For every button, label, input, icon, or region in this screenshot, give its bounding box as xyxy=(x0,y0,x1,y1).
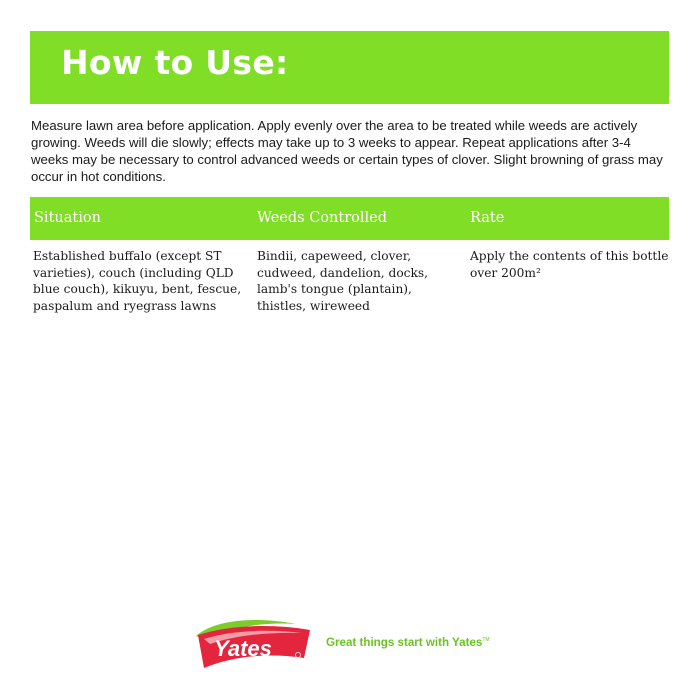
page-title: How to Use: xyxy=(61,43,289,82)
column-header-weeds-controlled: Weeds Controlled xyxy=(257,210,388,226)
usage-table-header xyxy=(30,197,669,240)
brand-tagline: Great things start with Yates™ xyxy=(326,635,490,649)
table-cell-weeds-controlled: Bindii, capeweed, clover, cudweed, dandelion, docks, lamb's tongue (plantain), thistles, wireweed xyxy=(257,249,429,313)
table-cell-rate: Apply the contents of this bottle over 200m² xyxy=(470,249,669,280)
how-to-use-banner xyxy=(30,31,669,104)
column-header-rate: Rate xyxy=(470,210,505,226)
instructions-paragraph: Measure lawn area before application. Apply evenly over the area to be treated while weeds are actively growing. Weeds will die slowly; effects may take up to 3 weeks to appear. Repeat applications after 3-4 weeks may be necessary to control advanced weeds or certain types of clover. Slight browning of grass may occur in hot conditions. xyxy=(31,118,663,184)
svg-text:Yates: Yates xyxy=(214,636,272,661)
table-cell-situation: Established buffalo (except ST varieties), couch (including QLD blue couch), kikuyu, bent, fescue, paspalum and ryegrass lawns xyxy=(33,249,242,313)
brand-footer xyxy=(192,618,512,674)
column-header-situation: Situation xyxy=(34,210,101,226)
yates-logo xyxy=(192,618,320,670)
